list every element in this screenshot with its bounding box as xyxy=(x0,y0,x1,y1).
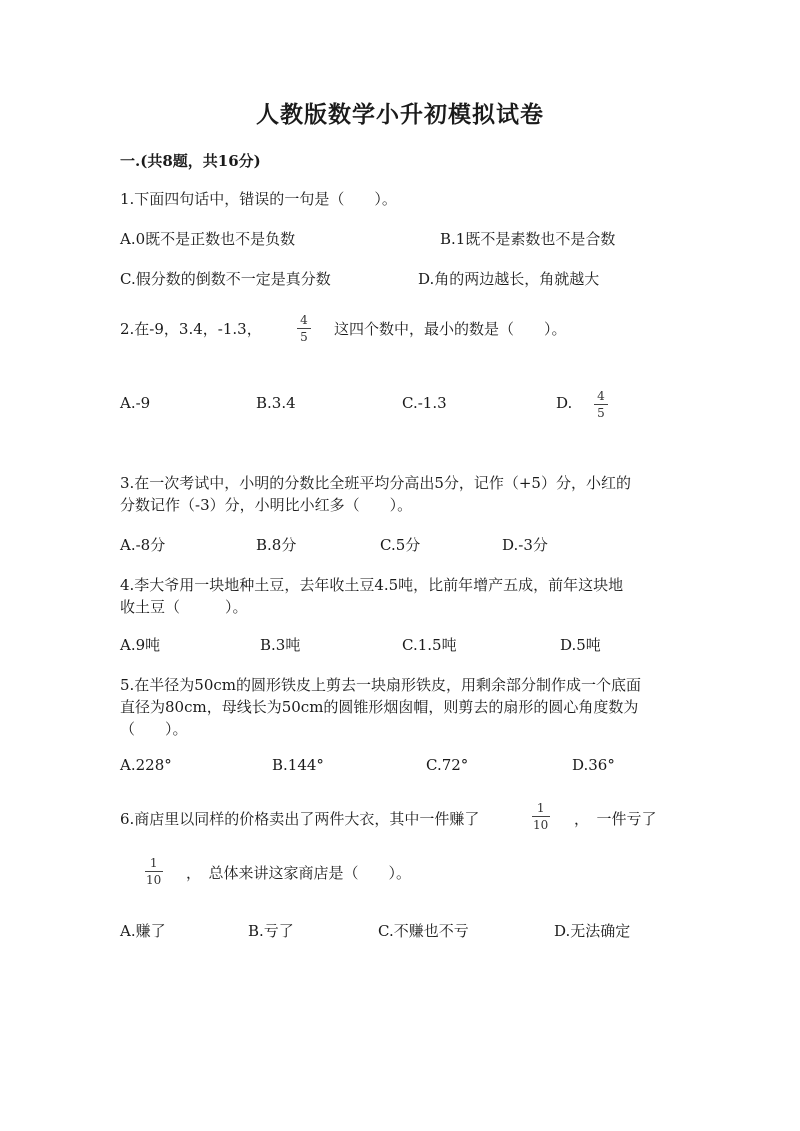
question-5-line-1: 5.在半径为50cm的圆形铁皮上剪去一块扇形铁皮，用剩余部分制作成一个底面 xyxy=(120,676,642,694)
question-1-option-b: B.1既不是素数也不是合数 xyxy=(440,230,616,248)
question-3-option-b: B.8分 xyxy=(256,536,297,554)
question-6-option-b: B.亏了 xyxy=(248,922,294,940)
question-6-text-1: 6.商店里以同样的价格卖出了两件大衣，其中一件赚了 xyxy=(120,810,480,828)
question-3-option-d: D.-3分 xyxy=(502,536,548,554)
question-4-option-b: B.3吨 xyxy=(260,636,301,654)
fraction-denominator: 5 xyxy=(597,406,605,420)
question-2-text-after: 这四个数中，最小的数是（ ）。 xyxy=(334,320,567,338)
question-2-option-b: B.3.4 xyxy=(256,394,296,412)
section-heading: 一.(共8题，共16分) xyxy=(120,152,261,170)
fraction-numerator: 4 xyxy=(300,313,308,327)
question-3-line-2: 分数记作（-3）分，小明比小红多（ ）。 xyxy=(120,496,413,514)
fraction-numerator: 4 xyxy=(597,389,605,403)
question-2-option-c: C.-1.3 xyxy=(402,394,447,412)
page-title: 人教版数学小升初模拟试卷 xyxy=(256,101,544,128)
fraction-denominator: 10 xyxy=(146,873,162,887)
question-2-option-d: D. xyxy=(556,394,573,412)
fraction-denominator: 10 xyxy=(533,818,549,832)
question-5-line-2: 直径为80cm，母线长为50cm的圆锥形烟囱帽，则剪去的扇形的圆心角度数为 xyxy=(120,698,639,716)
question-6-fraction-2 xyxy=(144,857,163,887)
question-2-text-before: 2.在-9，3.4，-1.3， xyxy=(120,320,262,338)
question-4-line-1: 4.李大爷用一块地种土豆，去年收土豆4.5吨，比前年增产五成，前年这块地 xyxy=(120,576,624,594)
fraction-bar xyxy=(145,871,163,872)
fraction-numerator: 1 xyxy=(536,801,545,815)
question-5-option-b: B.144° xyxy=(272,756,324,774)
question-6-fraction-1 xyxy=(531,802,550,832)
question-3-option-c: C.5分 xyxy=(380,536,421,554)
question-3-line-1: 3.在一次考试中，小明的分数比全班平均分高出5分，记作（+5）分，小红的 xyxy=(120,474,631,492)
fraction-bar xyxy=(594,404,608,405)
question-2-option-a: A.-9 xyxy=(120,394,151,412)
question-5-line-3: （ ）。 xyxy=(120,720,188,738)
question-2-fraction xyxy=(297,314,311,344)
question-5-option-d: D.36° xyxy=(572,756,615,774)
question-1-option-d: D.角的两边越长，角就越大 xyxy=(418,270,600,288)
fraction-denominator: 5 xyxy=(300,330,308,344)
question-6-text-2: ， 一件亏了 xyxy=(574,810,657,828)
question-6-option-c: C.不赚也不亏 xyxy=(378,922,469,940)
question-6-option-a: A.赚了 xyxy=(120,922,166,940)
question-6-text-3: ， 总体来讲这家商店是（ ）。 xyxy=(186,864,412,882)
question-4-line-2: 收土豆（ ）。 xyxy=(120,598,248,616)
fraction-bar xyxy=(532,816,550,817)
question-6-option-d: D.无法确定 xyxy=(554,922,631,940)
question-1-option-a: A.0既不是正数也不是负数 xyxy=(120,230,296,248)
question-5-option-a: A.228° xyxy=(120,756,172,774)
fraction-bar xyxy=(297,328,311,329)
question-3-option-a: A.-8分 xyxy=(120,536,166,554)
fraction-numerator: 1 xyxy=(149,856,158,870)
question-4-option-c: C.1.5吨 xyxy=(402,636,457,654)
question-1-text: 1.下面四句话中，错误的一句是（ ）。 xyxy=(120,190,397,208)
question-1-option-c: C.假分数的倒数不一定是真分数 xyxy=(120,270,331,288)
question-5-option-c: C.72° xyxy=(426,756,469,774)
question-4-option-d: D.5吨 xyxy=(560,636,601,654)
question-2-option-d-fraction xyxy=(594,390,608,420)
question-4-option-a: A.9吨 xyxy=(120,636,161,654)
